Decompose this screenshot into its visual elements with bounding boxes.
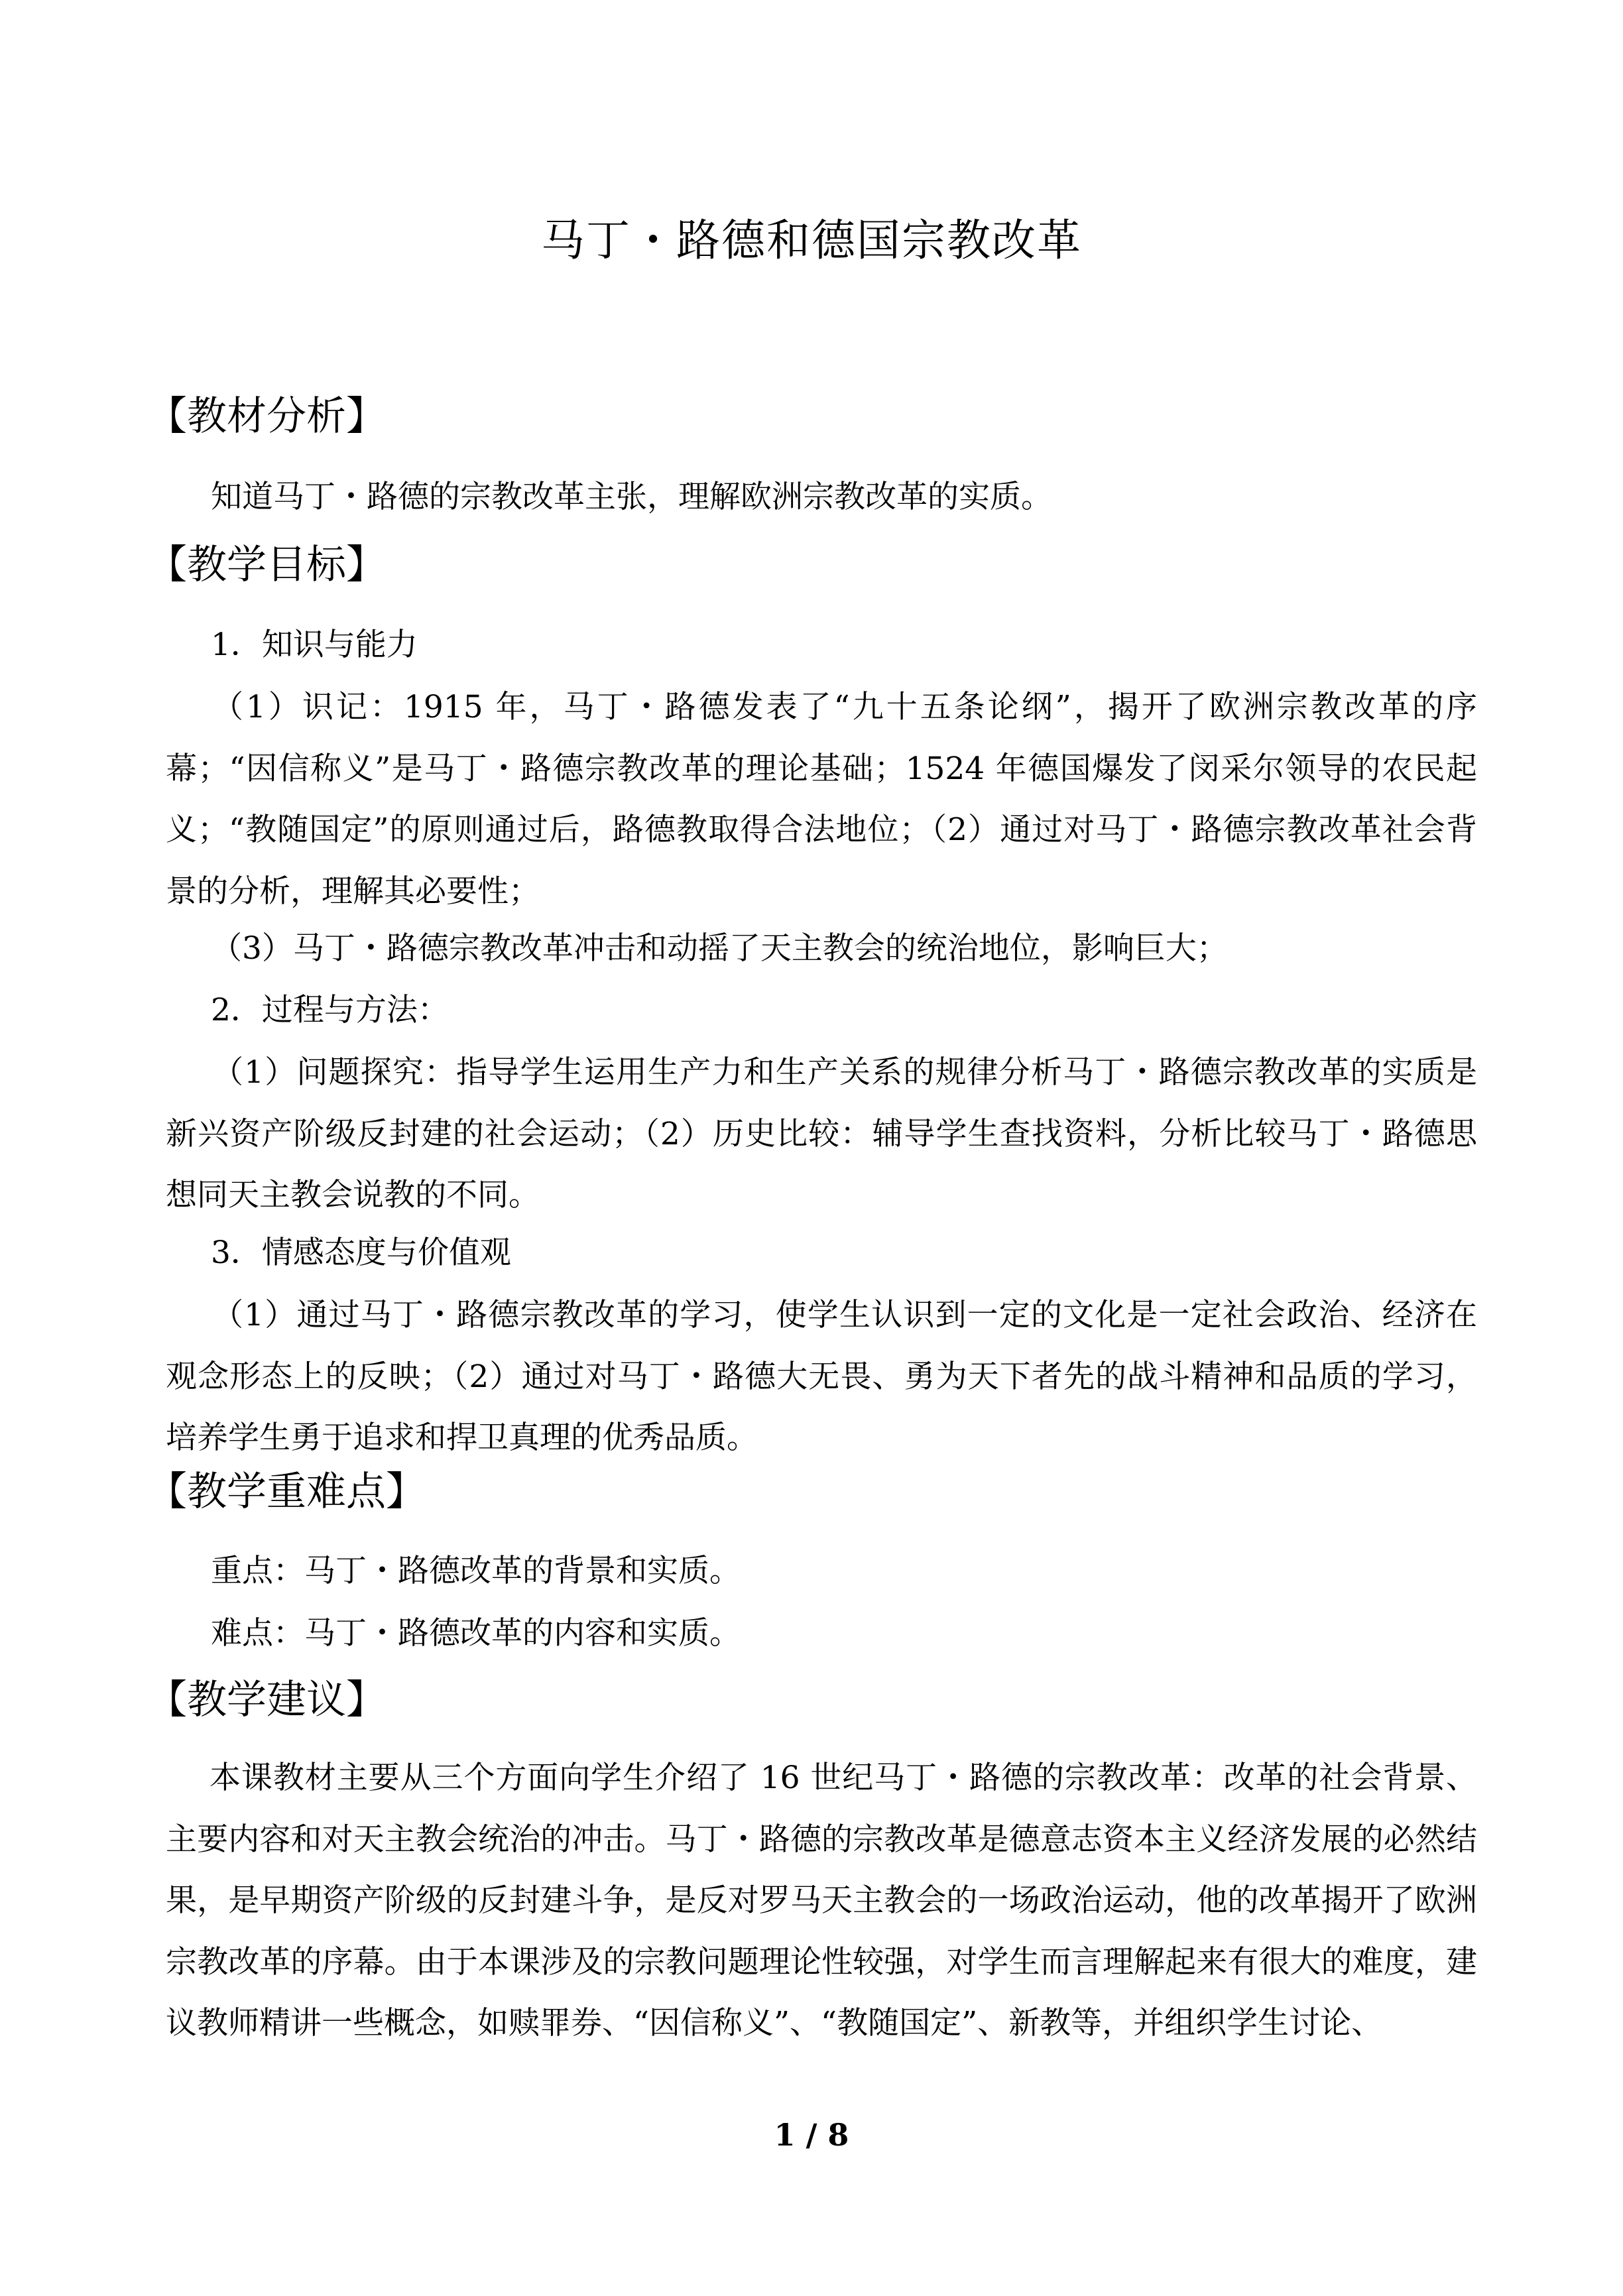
objective-process-paragraph: （1）问题探究：指导学生运用生产力和生产关系的规律分析马丁・路德宗教改革的实质是新兴资产阶级反封建的社会运动；（2）历史比较：辅导学生查找资料，分析比较马丁・路德思想同天主教会说教的不同。 <box>166 1054 1477 1213</box>
keypoint-difficult: 难点：马丁・路德改革的内容和实质。 <box>211 1615 741 1652</box>
objective-process-title: 2．过程与方法： <box>211 992 449 1028</box>
objective-emotion-title: 3．情感态度与价值观 <box>211 1235 511 1271</box>
analysis-text: 知道马丁・路德的宗教改革主张，理解欧洲宗教改革的实质。 <box>211 479 1052 515</box>
section-heading-analysis: 【教材分析】 <box>147 393 386 440</box>
objective-knowledge-title: 1．知识与能力 <box>211 627 418 663</box>
suggestions-paragraph: 本课教材主要从三个方面向学生介绍了 16 世纪马丁・路德的宗教改革：改革的社会背景、主要内容和对天主教会统治的冲击。马丁・路德的宗教改革是德意志资本主义经济发展的必然结果，是早期资产阶级的反封建斗争，是反对罗马天主教会的一场政治运动，他的改革揭开了欧洲宗教改革的序幕。由于本课涉及的宗教问题理论性较强，对学生而言理解起来有很大的难度，建议教师精讲一些概念，如赎罪券、“因信称义”、“教随国定”、新教等，并组织学生讨论、 <box>166 1760 1477 2041</box>
section-heading-keypoints: 【教学重难点】 <box>147 1469 426 1515</box>
document-title: 马丁・路德和德国宗教改革 <box>541 215 1082 266</box>
objective-knowledge-paragraph-1: （1）识记：1915 年，马丁・路德发表了“九十五条论纲”，揭开了欧洲宗教改革的序幕；“因信称义”是马丁・路德宗教改革的理论基础；1524 年德国爆发了闵采尔领导的农民起义；“教随国定”的原则通过后，路德教取得合法地位；（2）通过对马丁・路德宗教改革社会背景的分析，理解其必要性； <box>166 689 1477 910</box>
page-number: 1 / 8 <box>774 2117 849 2153</box>
keypoint-key: 重点：马丁・路德改革的背景和实质。 <box>211 1553 741 1589</box>
objective-emotion-paragraph: （1）通过马丁・路德宗教改革的学习，使学生认识到一定的文化是一定社会政治、经济在观念形态上的反映；（2）通过对马丁・路德大无畏、勇为天下者先的战斗精神和品质的学习，培养学生勇于追求和捍卫真理的优秀品质。 <box>166 1297 1477 1456</box>
objective-knowledge-paragraph-2: （3）马丁・路德宗教改革冲击和动摇了天主教会的统治地位，影响巨大； <box>211 930 1228 967</box>
section-heading-objectives: 【教学目标】 <box>147 542 386 588</box>
section-heading-suggestions: 【教学建议】 <box>147 1677 386 1723</box>
